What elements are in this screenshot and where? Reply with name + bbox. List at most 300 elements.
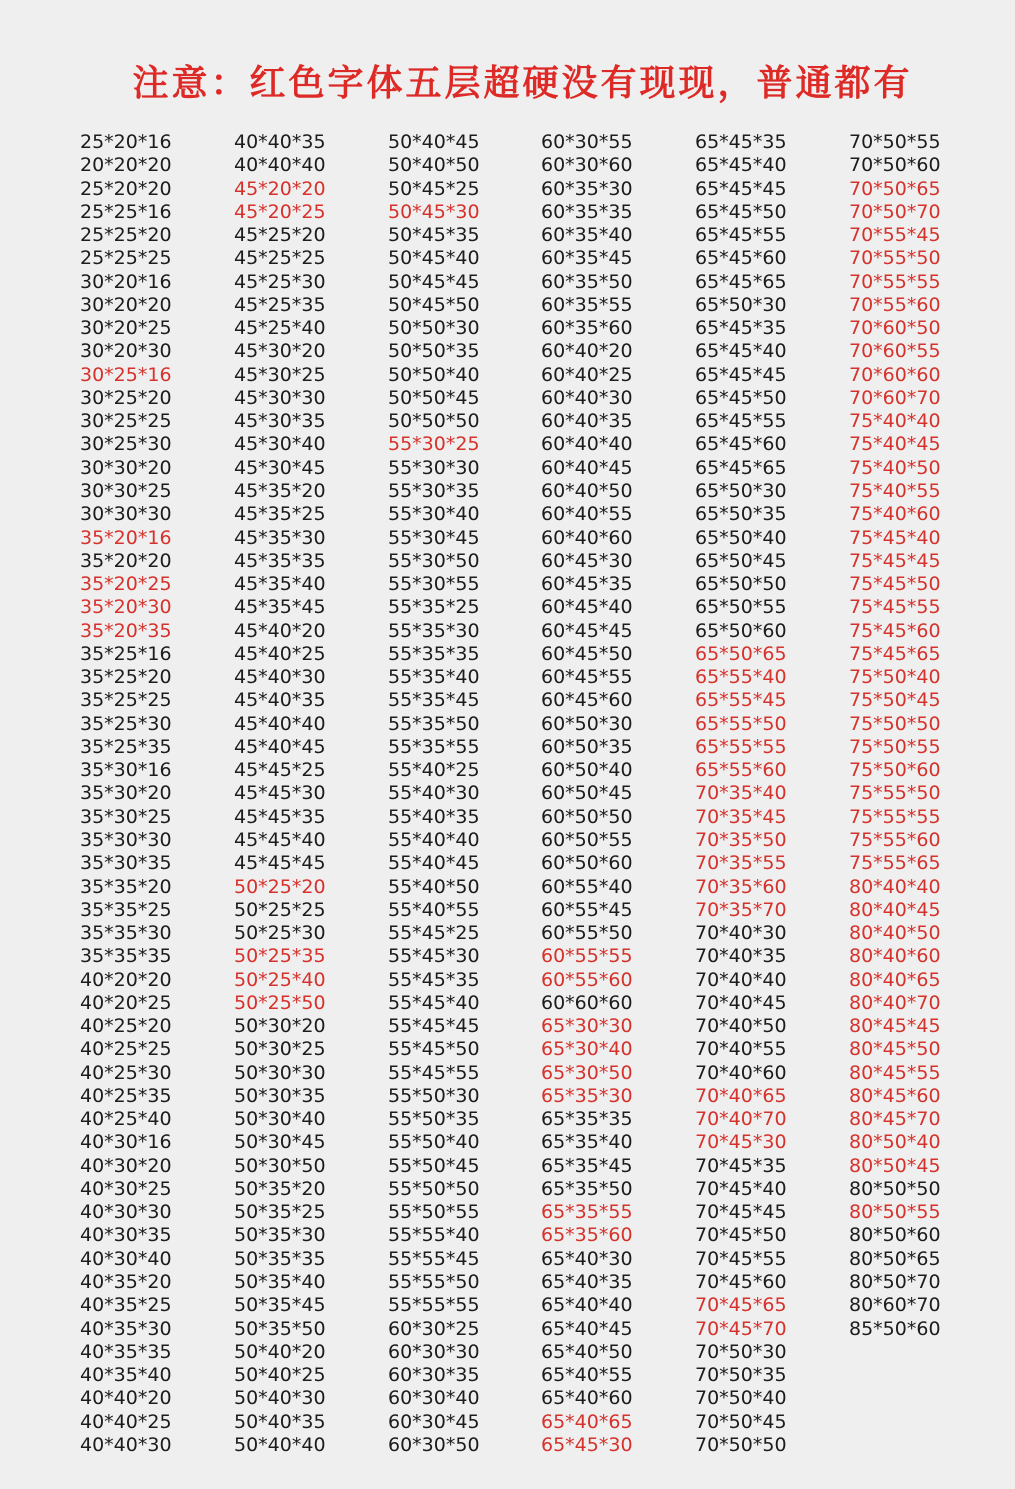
size-item: 70*35*40 (695, 782, 787, 805)
size-item: 25*25*20 (80, 224, 172, 247)
size-item: 65*50*45 (695, 549, 787, 572)
size-item: 75*55*55 (849, 805, 941, 828)
size-item: 75*50*40 (849, 666, 941, 689)
size-item: 60*30*55 (541, 131, 633, 153)
size-item: 45*45*25 (234, 759, 326, 782)
size-item: 20*20*20 (80, 154, 172, 177)
size-item: 70*45*60 (695, 1271, 787, 1294)
size-item: 45*35*20 (234, 479, 326, 502)
size-item: 45*25*25 (234, 247, 326, 270)
size-item: 50*25*35 (234, 945, 326, 968)
size-item: 65*45*50 (695, 386, 787, 409)
size-item: 50*30*40 (234, 1108, 326, 1131)
size-item: 25*25*25 (80, 247, 172, 270)
size-item: 75*45*60 (849, 619, 941, 642)
size-item: 65*30*50 (541, 1061, 633, 1084)
size-item: 55*40*30 (388, 782, 480, 805)
size-item: 50*45*40 (388, 247, 480, 270)
size-item: 65*50*40 (695, 526, 787, 549)
size-item: 75*45*55 (849, 596, 941, 619)
size-item: 25*20*16 (80, 131, 172, 153)
size-item: 30*25*20 (80, 386, 172, 409)
size-item: 60*45*40 (541, 596, 633, 619)
size-item: 60*45*50 (541, 642, 633, 665)
size-column-1 (80, 131, 230, 1457)
size-item: 75*40*45 (849, 433, 941, 456)
size-item: 35*20*25 (80, 573, 172, 596)
size-item: 60*35*45 (541, 247, 633, 270)
size-item: 75*45*45 (849, 549, 941, 572)
size-item: 45*20*25 (234, 200, 326, 223)
size-item: 50*30*45 (234, 1131, 326, 1154)
size-item: 65*40*40 (541, 1294, 633, 1317)
size-item: 40*25*40 (80, 1108, 172, 1131)
size-item: 40*35*20 (80, 1271, 172, 1294)
size-item: 30*20*20 (80, 293, 172, 316)
size-item: 80*50*70 (849, 1271, 941, 1294)
size-item: 45*30*20 (234, 340, 326, 363)
size-item: 60*50*30 (541, 712, 633, 735)
size-column-4 (541, 131, 691, 1457)
size-item: 40*25*30 (80, 1061, 172, 1084)
size-item: 65*50*55 (695, 596, 787, 619)
size-item: 70*45*45 (695, 1201, 787, 1224)
size-item: 55*55*45 (388, 1247, 480, 1270)
size-item: 70*50*55 (849, 131, 941, 153)
size-item: 70*35*70 (695, 898, 787, 921)
size-item: 55*40*35 (388, 805, 480, 828)
size-item: 40*40*25 (80, 1410, 172, 1433)
size-item: 35*25*25 (80, 689, 172, 712)
size-item: 65*45*40 (695, 340, 787, 363)
size-item: 55*40*40 (388, 828, 480, 851)
size-item: 70*45*65 (695, 1294, 787, 1317)
size-item: 45*35*35 (234, 549, 326, 572)
size-item: 55*40*45 (388, 852, 480, 875)
size-item: 75*55*65 (849, 852, 941, 875)
size-item: 80*50*45 (849, 1154, 941, 1177)
size-item: 70*60*50 (849, 317, 941, 340)
size-item: 80*40*70 (849, 991, 941, 1014)
size-item: 60*35*50 (541, 270, 633, 293)
size-item: 50*35*35 (234, 1247, 326, 1270)
size-item: 55*55*55 (388, 1294, 480, 1317)
size-item: 70*40*35 (695, 945, 787, 968)
size-item: 80*45*70 (849, 1108, 941, 1131)
size-item: 30*20*16 (80, 270, 172, 293)
size-item: 35*25*16 (80, 642, 172, 665)
size-item: 70*55*55 (849, 270, 941, 293)
size-item: 45*45*35 (234, 805, 326, 828)
notice-heading: 注意：红色字体五层超硬没有现现，普通都有 (132, 63, 913, 104)
size-item: 50*35*25 (234, 1201, 326, 1224)
size-item: 40*40*40 (234, 154, 326, 177)
size-item: 60*45*45 (541, 619, 633, 642)
size-item: 60*55*50 (541, 922, 633, 945)
size-item: 65*50*60 (695, 619, 787, 642)
size-item: 65*30*30 (541, 1015, 633, 1038)
size-item: 60*30*45 (388, 1410, 480, 1433)
size-item: 65*45*55 (695, 224, 787, 247)
size-item: 35*30*25 (80, 805, 172, 828)
size-item: 50*35*50 (234, 1317, 326, 1340)
size-item: 85*50*60 (849, 1317, 941, 1340)
size-item: 50*50*30 (388, 317, 480, 340)
size-item: 60*40*50 (541, 479, 633, 502)
size-item: 55*30*30 (388, 456, 480, 479)
size-item: 80*50*55 (849, 1201, 941, 1224)
size-item: 25*20*20 (80, 177, 172, 200)
size-item: 35*35*30 (80, 922, 172, 945)
size-item: 30*30*30 (80, 503, 172, 526)
size-item: 60*50*60 (541, 852, 633, 875)
size-item: 60*55*55 (541, 945, 633, 968)
size-item: 65*50*30 (695, 293, 787, 316)
size-item: 60*30*40 (388, 1387, 480, 1410)
size-item: 65*45*50 (695, 200, 787, 223)
size-item: 65*45*65 (695, 270, 787, 293)
size-item: 75*50*60 (849, 759, 941, 782)
size-item: 50*25*30 (234, 922, 326, 945)
size-item: 50*40*40 (234, 1433, 326, 1456)
size-item: 65*55*60 (695, 759, 787, 782)
size-item: 45*40*45 (234, 735, 326, 758)
size-item: 55*35*50 (388, 712, 480, 735)
size-item: 80*45*55 (849, 1061, 941, 1084)
size-item: 30*25*25 (80, 410, 172, 433)
size-item: 65*35*45 (541, 1154, 633, 1177)
size-item: 65*35*30 (541, 1084, 633, 1107)
size-item: 60*40*45 (541, 456, 633, 479)
size-item: 40*30*35 (80, 1224, 172, 1247)
size-item: 75*50*55 (849, 735, 941, 758)
size-item: 60*55*60 (541, 968, 633, 991)
size-item: 50*50*35 (388, 340, 480, 363)
size-item: 65*40*50 (541, 1340, 633, 1363)
size-item: 70*50*35 (695, 1364, 787, 1387)
size-item: 30*20*25 (80, 317, 172, 340)
size-item: 60*35*55 (541, 293, 633, 316)
size-item: 55*45*30 (388, 945, 480, 968)
size-item: 40*30*25 (80, 1177, 172, 1200)
size-item: 50*35*20 (234, 1177, 326, 1200)
size-item: 60*35*40 (541, 224, 633, 247)
size-item: 60*40*40 (541, 433, 633, 456)
size-item: 40*30*20 (80, 1154, 172, 1177)
size-item: 65*35*35 (541, 1108, 633, 1131)
size-item: 70*40*50 (695, 1015, 787, 1038)
size-item: 55*35*40 (388, 666, 480, 689)
size-item: 45*40*40 (234, 712, 326, 735)
size-item: 25*25*16 (80, 200, 172, 223)
size-item: 45*30*35 (234, 410, 326, 433)
size-item: 60*40*35 (541, 410, 633, 433)
size-item: 60*40*30 (541, 386, 633, 409)
size-item: 80*60*70 (849, 1294, 941, 1317)
size-item: 80*50*50 (849, 1177, 941, 1200)
size-item: 65*40*60 (541, 1387, 633, 1410)
size-item: 65*45*60 (695, 247, 787, 270)
size-item: 70*35*55 (695, 852, 787, 875)
size-item: 60*35*60 (541, 317, 633, 340)
size-item: 55*35*25 (388, 596, 480, 619)
size-item: 50*40*20 (234, 1340, 326, 1363)
size-item: 75*45*50 (849, 573, 941, 596)
size-item: 60*50*45 (541, 782, 633, 805)
size-item: 55*40*55 (388, 898, 480, 921)
size-item: 45*35*30 (234, 526, 326, 549)
size-item: 55*30*25 (388, 433, 480, 456)
size-item: 70*45*30 (695, 1131, 787, 1154)
size-item: 60*45*35 (541, 573, 633, 596)
size-item: 65*45*55 (695, 410, 787, 433)
size-item: 70*35*45 (695, 805, 787, 828)
size-item: 80*45*45 (849, 1015, 941, 1038)
size-item: 60*30*25 (388, 1317, 480, 1340)
size-item: 70*40*60 (695, 1061, 787, 1084)
size-item: 65*55*45 (695, 689, 787, 712)
size-item: 65*40*65 (541, 1410, 633, 1433)
size-item: 80*45*50 (849, 1038, 941, 1061)
size-item: 60*45*55 (541, 666, 633, 689)
size-item: 35*20*35 (80, 619, 172, 642)
size-item: 65*50*65 (695, 642, 787, 665)
size-item: 75*40*55 (849, 479, 941, 502)
size-item: 65*35*55 (541, 1201, 633, 1224)
size-item: 65*40*30 (541, 1247, 633, 1270)
size-item: 45*35*45 (234, 596, 326, 619)
size-item: 55*35*30 (388, 619, 480, 642)
size-item: 75*45*65 (849, 642, 941, 665)
size-item: 55*30*40 (388, 503, 480, 526)
size-item: 70*45*35 (695, 1154, 787, 1177)
size-item: 40*25*25 (80, 1038, 172, 1061)
size-item: 35*30*30 (80, 828, 172, 851)
size-item: 55*45*35 (388, 968, 480, 991)
size-item: 50*45*45 (388, 270, 480, 293)
size-item: 70*45*70 (695, 1317, 787, 1340)
size-item: 50*45*25 (388, 177, 480, 200)
size-item: 55*35*45 (388, 689, 480, 712)
size-item: 50*35*45 (234, 1294, 326, 1317)
size-column-6 (849, 131, 999, 1341)
size-item: 70*40*40 (695, 968, 787, 991)
size-item: 65*35*40 (541, 1131, 633, 1154)
size-item: 50*30*20 (234, 1015, 326, 1038)
size-item: 40*25*35 (80, 1084, 172, 1107)
size-item: 45*35*40 (234, 573, 326, 596)
size-item: 50*45*30 (388, 200, 480, 223)
size-item: 70*50*70 (849, 200, 941, 223)
size-item: 75*50*45 (849, 689, 941, 712)
size-item: 45*25*20 (234, 224, 326, 247)
size-item: 30*20*30 (80, 340, 172, 363)
size-item: 65*55*40 (695, 666, 787, 689)
size-item: 65*35*50 (541, 1177, 633, 1200)
size-item: 35*20*20 (80, 549, 172, 572)
size-item: 60*35*35 (541, 200, 633, 223)
size-column-5 (695, 131, 845, 1457)
size-item: 75*40*60 (849, 503, 941, 526)
size-item: 40*40*20 (80, 1387, 172, 1410)
size-item: 80*45*60 (849, 1084, 941, 1107)
size-item: 60*30*60 (541, 154, 633, 177)
size-item: 55*45*55 (388, 1061, 480, 1084)
size-item: 50*50*40 (388, 363, 480, 386)
size-item: 70*60*60 (849, 363, 941, 386)
size-item: 70*50*60 (849, 154, 941, 177)
size-item: 60*50*50 (541, 805, 633, 828)
size-item: 35*35*20 (80, 875, 172, 898)
size-item: 70*55*45 (849, 224, 941, 247)
size-item: 65*55*50 (695, 712, 787, 735)
size-item: 30*30*25 (80, 479, 172, 502)
size-item: 50*30*25 (234, 1038, 326, 1061)
size-item: 35*35*25 (80, 898, 172, 921)
size-item: 75*55*60 (849, 828, 941, 851)
size-column-3 (388, 131, 538, 1457)
size-item: 80*50*60 (849, 1224, 941, 1247)
size-item: 35*20*30 (80, 596, 172, 619)
size-item: 50*40*25 (234, 1364, 326, 1387)
size-item: 65*45*30 (541, 1433, 633, 1456)
size-item: 50*35*30 (234, 1224, 326, 1247)
size-column-2 (234, 131, 384, 1457)
size-item: 75*40*40 (849, 410, 941, 433)
size-item: 70*45*50 (695, 1224, 787, 1247)
size-item: 45*30*40 (234, 433, 326, 456)
size-item: 45*45*45 (234, 852, 326, 875)
size-item: 80*40*40 (849, 875, 941, 898)
size-item: 50*40*45 (388, 131, 480, 153)
size-item: 55*45*45 (388, 1015, 480, 1038)
size-item: 55*50*35 (388, 1108, 480, 1131)
size-item: 80*50*65 (849, 1247, 941, 1270)
size-table (80, 131, 1000, 1461)
size-item: 60*45*60 (541, 689, 633, 712)
size-item: 70*40*45 (695, 991, 787, 1014)
size-item: 70*60*55 (849, 340, 941, 363)
size-item: 45*30*45 (234, 456, 326, 479)
size-item: 70*35*50 (695, 828, 787, 851)
size-item: 50*40*35 (234, 1410, 326, 1433)
size-item: 70*50*30 (695, 1340, 787, 1363)
size-item: 30*25*16 (80, 363, 172, 386)
size-item: 50*30*30 (234, 1061, 326, 1084)
size-item: 70*60*70 (849, 386, 941, 409)
size-item: 55*30*55 (388, 573, 480, 596)
size-item: 70*55*50 (849, 247, 941, 270)
size-item: 60*45*30 (541, 549, 633, 572)
size-item: 55*50*50 (388, 1177, 480, 1200)
size-item: 45*30*30 (234, 386, 326, 409)
size-item: 70*40*55 (695, 1038, 787, 1061)
size-item: 70*45*55 (695, 1247, 787, 1270)
size-item: 65*50*35 (695, 503, 787, 526)
size-item: 35*25*35 (80, 735, 172, 758)
size-item: 50*40*30 (234, 1387, 326, 1410)
size-item: 70*55*60 (849, 293, 941, 316)
size-item: 40*30*40 (80, 1247, 172, 1270)
size-item: 65*45*45 (695, 363, 787, 386)
size-item: 70*50*40 (695, 1387, 787, 1410)
size-item: 45*40*25 (234, 642, 326, 665)
size-item: 35*25*20 (80, 666, 172, 689)
size-item: 35*30*16 (80, 759, 172, 782)
size-item: 50*30*50 (234, 1154, 326, 1177)
size-item: 45*45*30 (234, 782, 326, 805)
size-item: 50*45*35 (388, 224, 480, 247)
size-item: 50*25*25 (234, 898, 326, 921)
size-item: 60*60*60 (541, 991, 633, 1014)
size-item: 65*45*35 (695, 317, 787, 340)
size-item: 60*30*50 (388, 1433, 480, 1456)
size-item: 80*40*50 (849, 922, 941, 945)
size-item: 60*35*30 (541, 177, 633, 200)
size-item: 70*40*65 (695, 1084, 787, 1107)
size-item: 75*45*40 (849, 526, 941, 549)
size-item: 45*30*25 (234, 363, 326, 386)
size-item: 75*55*50 (849, 782, 941, 805)
size-item: 55*30*50 (388, 549, 480, 572)
size-item: 50*30*35 (234, 1084, 326, 1107)
size-item: 60*50*40 (541, 759, 633, 782)
size-item: 60*40*25 (541, 363, 633, 386)
size-item: 50*50*45 (388, 386, 480, 409)
size-item: 60*55*40 (541, 875, 633, 898)
size-item: 45*40*30 (234, 666, 326, 689)
size-item: 65*40*45 (541, 1317, 633, 1340)
size-item: 75*40*50 (849, 456, 941, 479)
size-item: 65*45*60 (695, 433, 787, 456)
size-item: 60*30*30 (388, 1340, 480, 1363)
size-item: 45*40*35 (234, 689, 326, 712)
size-item: 40*30*16 (80, 1131, 172, 1154)
size-item: 75*50*50 (849, 712, 941, 735)
size-item: 70*40*30 (695, 922, 787, 945)
size-item: 40*25*20 (80, 1015, 172, 1038)
size-item: 65*40*35 (541, 1271, 633, 1294)
size-item: 55*55*40 (388, 1224, 480, 1247)
size-item: 50*25*20 (234, 875, 326, 898)
size-item: 60*30*35 (388, 1364, 480, 1387)
size-item: 60*40*60 (541, 526, 633, 549)
size-item: 55*45*50 (388, 1038, 480, 1061)
size-item: 65*45*35 (695, 131, 787, 153)
size-item: 70*50*65 (849, 177, 941, 200)
size-item: 35*35*35 (80, 945, 172, 968)
size-item: 80*40*45 (849, 898, 941, 921)
size-item: 65*40*55 (541, 1364, 633, 1387)
size-item: 70*50*45 (695, 1410, 787, 1433)
size-item: 50*45*50 (388, 293, 480, 316)
size-item: 40*20*25 (80, 991, 172, 1014)
size-item: 70*40*70 (695, 1108, 787, 1131)
size-item: 65*45*40 (695, 154, 787, 177)
size-item: 60*50*55 (541, 828, 633, 851)
size-item: 35*30*20 (80, 782, 172, 805)
size-item: 65*55*55 (695, 735, 787, 758)
size-item: 40*35*30 (80, 1317, 172, 1340)
size-item: 30*30*20 (80, 456, 172, 479)
size-item: 40*35*35 (80, 1340, 172, 1363)
size-item: 40*40*30 (80, 1433, 172, 1456)
size-item: 80*40*65 (849, 968, 941, 991)
size-item: 35*30*35 (80, 852, 172, 875)
size-item: 65*45*65 (695, 456, 787, 479)
size-item: 55*35*55 (388, 735, 480, 758)
size-item: 50*50*50 (388, 410, 480, 433)
